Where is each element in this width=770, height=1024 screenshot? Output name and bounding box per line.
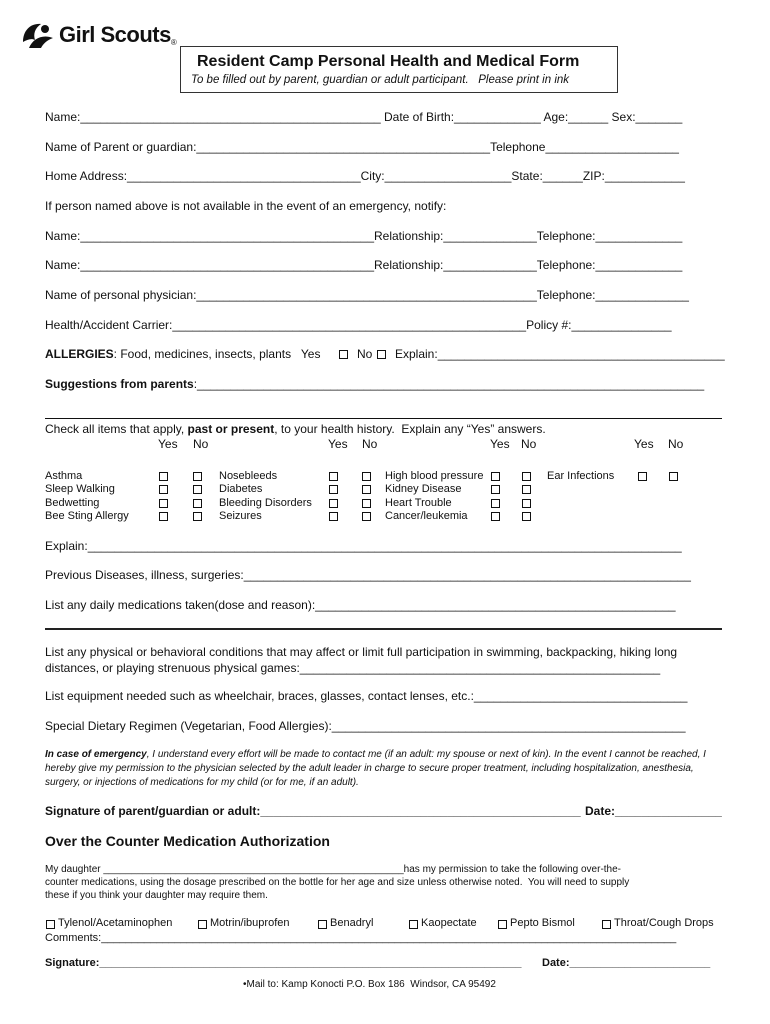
otc-label: Tylenol/Acetaminophen <box>58 917 173 929</box>
check-instructions <box>45 422 546 436</box>
condition-no-checkbox[interactable] <box>362 512 371 521</box>
otc-label: Throat/Cough Drops <box>614 917 714 929</box>
condition-yes-checkbox[interactable] <box>638 472 647 481</box>
condition-no-checkbox[interactable] <box>522 512 531 521</box>
otc-label: Pepto Bismol <box>510 917 575 929</box>
no-header-1: No <box>193 437 209 451</box>
registered-mark: ® <box>170 37 177 47</box>
brand-name: Girl Scouts <box>59 22 171 47</box>
check-text-a: Check all items that apply, <box>45 422 188 436</box>
conditions-text: List any physical or behavioral conditions that may affect or limit full participation in swimming, backpacking, hiking long <box>45 645 678 659</box>
allergies-no-label: No <box>357 347 373 361</box>
no-header-2: No <box>362 437 378 451</box>
condition-yes-checkbox[interactable] <box>159 472 168 481</box>
address-line[interactable]: Home Address:___________________________________City:___________________State:______ZIP:____________ <box>45 169 685 183</box>
suggestions-row[interactable] <box>45 377 704 391</box>
condition-label: Seizures <box>219 510 262 522</box>
physician-line[interactable]: Name of personal physician:___________________________________________________Telephone:______________ <box>45 288 689 302</box>
title-box <box>180 46 618 93</box>
condition-yes-checkbox[interactable] <box>491 499 500 508</box>
condition-label: Diabetes <box>219 483 263 495</box>
daughter-text-2: counter medications, using the dosage prescribed on the bottle for her age and size unless otherwise noted. You will need to supply <box>45 877 630 888</box>
allergies-yes-checkbox[interactable] <box>339 350 348 359</box>
allergies-no-checkbox[interactable] <box>377 350 386 359</box>
emergency-contact-2-line[interactable]: Name:____________________________________________Relationship:______________Telephone:_____________ <box>45 258 683 272</box>
otc-checkbox[interactable] <box>498 920 507 929</box>
condition-yes-checkbox[interactable] <box>159 499 168 508</box>
carrier-line[interactable]: Health/Accident Carrier:_____________________________________________________Policy #:_______________ <box>45 318 672 332</box>
emergency-consent <box>45 748 721 790</box>
emergency-consent-bold: In case of emergency <box>45 749 147 760</box>
daughter-text-3: these if you think your daughter may require them. <box>45 890 268 901</box>
condition-yes-checkbox[interactable] <box>159 485 168 494</box>
condition-no-checkbox[interactable] <box>193 485 202 494</box>
section-divider <box>45 628 722 630</box>
condition-label: Ear Infections <box>547 470 615 482</box>
condition-label: Nosebleeds <box>219 470 278 482</box>
condition-label: Kidney Disease <box>385 483 462 495</box>
condition-no-checkbox[interactable] <box>522 485 531 494</box>
condition-label: Heart Trouble <box>385 497 452 509</box>
check-text-bold: past or present <box>187 422 275 436</box>
otc-checkbox[interactable] <box>46 920 55 929</box>
trefoil-logo-icon <box>21 20 55 50</box>
emergency-contact-1-line[interactable]: Name:____________________________________________Relationship:______________Telephone:_____________ <box>45 229 683 243</box>
allergies-explain-line[interactable]: Explain:___________________________________________ <box>395 347 725 361</box>
condition-label: High blood pressure <box>385 470 484 482</box>
allergies-row <box>45 347 320 361</box>
dietary-line[interactable]: Special Dietary Regimen (Vegetarian, Food Allergies):_____________________________________________________ <box>45 719 686 733</box>
suggestions-label: Suggestions from parents <box>45 377 194 391</box>
yes-header-2: Yes <box>328 437 348 451</box>
otc-label: Kaopectate <box>421 917 477 929</box>
condition-yes-checkbox[interactable] <box>491 485 500 494</box>
yes-header-4: Yes <box>634 437 654 451</box>
emergency-consent-text: , I understand every effort will be made to contact me (if an adult: my spouse or next of kin). In the event I cannot be reached, I hereby give my permission to the physician selected by the adult leader in charge to secure proper treatment, including hospitalization, anesthesia, surgery, or injections of medications for my child (or for me, if an adult). <box>45 749 706 788</box>
explain-line[interactable]: Explain:_________________________________________________________________________________________ <box>45 539 682 553</box>
otc-label: Motrin/ibuprofen <box>210 917 290 929</box>
notify-text: If person named above is not available in the event of an emergency, notify: <box>45 199 447 213</box>
otc-checkbox[interactable] <box>318 920 327 929</box>
condition-label: Cancer/leukemia <box>385 510 468 522</box>
condition-label: Sleep Walking <box>45 483 115 495</box>
condition-yes-checkbox[interactable] <box>159 512 168 521</box>
suggestions-extra-line[interactable] <box>45 418 722 419</box>
daughter-line[interactable]: My daughter ______________________________________________________has my permission to take the following over-the- <box>45 864 622 875</box>
condition-yes-checkbox[interactable] <box>491 472 500 481</box>
condition-no-checkbox[interactable] <box>362 499 371 508</box>
previous-diseases-line[interactable]: Previous Diseases, illness, surgeries:___________________________________________________________________ <box>45 568 691 582</box>
condition-yes-checkbox[interactable] <box>329 472 338 481</box>
condition-no-checkbox[interactable] <box>362 485 371 494</box>
signature-date[interactable]: Date:_______________________ <box>542 957 711 969</box>
condition-no-checkbox[interactable] <box>193 499 202 508</box>
otc-checkbox[interactable] <box>602 920 611 929</box>
allergies-label: ALLERGIES <box>45 347 114 361</box>
parent-signature-line[interactable]: Signature of parent/guardian or adult:________________________________________________ <box>45 804 581 818</box>
suggestions-line[interactable]: :____________________________________________________________________________ <box>193 377 705 391</box>
mailing-address: •Mail to: Kamp Konocti P.O. Box 186 Windsor, CA 95492 <box>243 979 496 990</box>
yes-header-3: Yes <box>490 437 510 451</box>
no-header-3: No <box>521 437 537 451</box>
condition-no-checkbox[interactable] <box>362 472 371 481</box>
form-title: Resident Camp Personal Health and Medical Form <box>197 53 580 70</box>
girl-scouts-logo <box>21 20 177 50</box>
condition-yes-checkbox[interactable] <box>329 512 338 521</box>
otc-label: Benadryl <box>330 917 374 929</box>
yes-header-1: Yes <box>158 437 178 451</box>
comments-line[interactable]: Comments:______________________________________________________________________________________________ <box>45 932 677 944</box>
equipment-line[interactable]: List equipment needed such as wheelchair, braces, glasses, contact lenses, etc.:________________________________ <box>45 689 688 703</box>
condition-label: Bee Sting Allergy <box>45 510 129 522</box>
condition-no-checkbox[interactable] <box>193 512 202 521</box>
condition-yes-checkbox[interactable] <box>491 512 500 521</box>
conditions-line[interactable]: distances, or playing strenuous physical games:______________________________________________________ <box>45 661 661 675</box>
daily-medications-line[interactable]: List any daily medications taken(dose and reason):______________________________________________________ <box>45 598 676 612</box>
condition-no-checkbox[interactable] <box>522 472 531 481</box>
form-subtitle: To be filled out by parent, guardian or adult participant. Please print in ink <box>191 74 570 86</box>
condition-yes-checkbox[interactable] <box>329 485 338 494</box>
parent-signature-date[interactable]: Date:________________ <box>585 804 722 818</box>
otc-checkbox[interactable] <box>198 920 207 929</box>
check-text-c: , to your health history. Explain any “Yes” answers. <box>274 422 546 436</box>
condition-label: Bleeding Disorders <box>219 497 312 509</box>
condition-label: Asthma <box>45 470 83 482</box>
parent-line[interactable]: Name of Parent or guardian:____________________________________________Telephone____________________ <box>45 140 679 154</box>
no-header-4: No <box>668 437 684 451</box>
name-dob-line[interactable]: Name:_____________________________________________ Date of Birth:_____________ Age:______ Sex:_______ <box>45 110 683 124</box>
condition-no-checkbox[interactable] <box>193 472 202 481</box>
allergies-text: : Food, medicines, insects, plants Yes <box>113 347 321 361</box>
otc-heading: Over the Counter Medication Authorization <box>45 833 330 849</box>
signature-line[interactable]: Signature:_____________________________________________________________________ <box>45 957 522 969</box>
condition-no-checkbox[interactable] <box>522 499 531 508</box>
condition-no-checkbox[interactable] <box>669 472 678 481</box>
otc-checkbox[interactable] <box>409 920 418 929</box>
condition-yes-checkbox[interactable] <box>329 499 338 508</box>
condition-label: Bedwetting <box>45 497 100 509</box>
